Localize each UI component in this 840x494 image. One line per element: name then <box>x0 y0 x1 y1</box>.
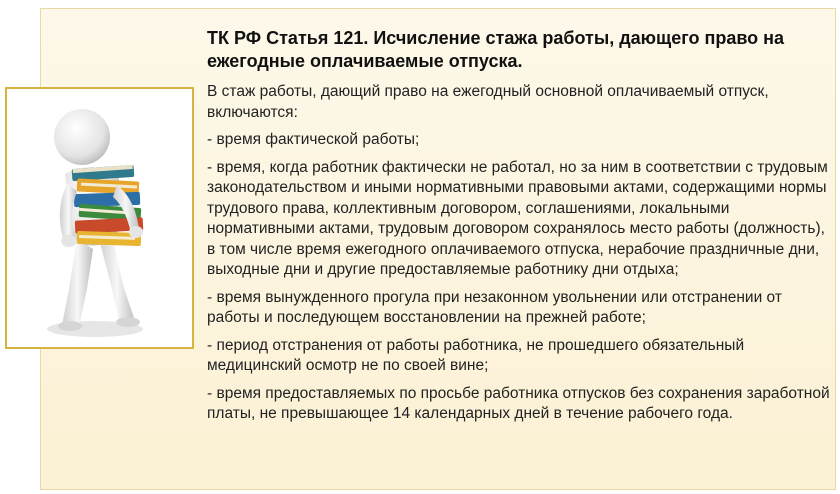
paragraph-intro: В стаж работы, дающий право на ежегодный основной оплачиваемый отпуск, включаются: <box>207 83 769 121</box>
paragraph-item-5: - время предоставляемых по просьбе работника отпусков без сохранения заработной платы, не превышающее 14 календарных дней в течение рабочего года. <box>207 384 830 422</box>
illustration-frame <box>5 87 194 349</box>
article-title: ТК РФ Статья 121. Исчисление стажа работы, дающего право на ежегодные оплачиваемые отпуска. <box>207 28 785 71</box>
paragraph-item-4: - период отстранения от работы работника, не прошедшего обязательный медицинский осмотр не по своей вине; <box>207 336 745 374</box>
paragraph-item-1: - время фактической работы; <box>207 131 420 148</box>
paragraph-item-2: - время, когда работник фактически не работал, но за ним в соответствии с трудовым законодательством и иными нормативными правовыми актами, содержащими нормы трудового права, коллективным договором, соглашениями, локальными нормативными актами, трудовым договором сохранялось место работы (должность), в том числе время ежегодного оплачиваемого отпуска, нерабочие праздничные дни, выходные дни и другие предоставляемые работнику дни отдыха; <box>207 158 828 278</box>
figure-with-books-icon <box>7 89 192 347</box>
paragraph-item-3: - время вынужденного прогула при незаконном увольнении или отстранении от работы и последующем восстановлении на прежней работе; <box>207 288 782 326</box>
article-text <box>207 27 831 432</box>
